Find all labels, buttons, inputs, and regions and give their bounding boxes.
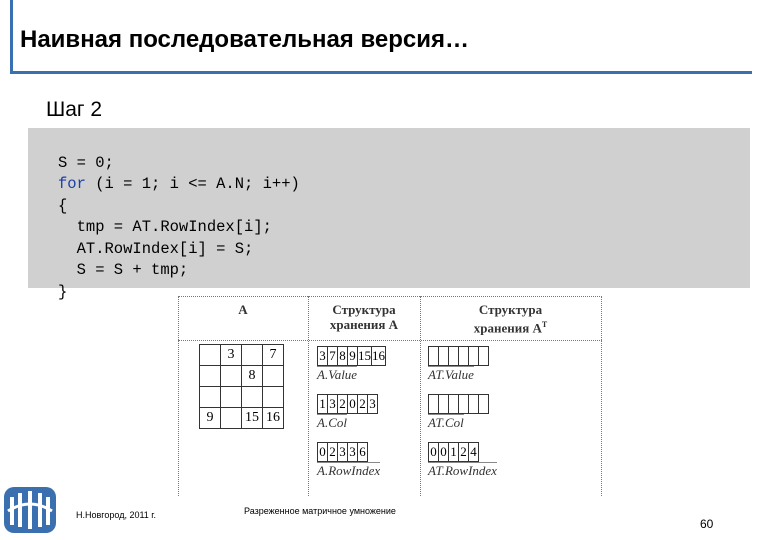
at-rowindex-label: AT.RowIndex: [428, 463, 497, 478]
code-line: S = 0;: [58, 153, 114, 172]
code-block: [28, 128, 750, 301]
a-col-label: A.Col: [317, 415, 347, 430]
figure-border: [178, 296, 602, 297]
header-matrix-a: A: [238, 302, 248, 317]
a-value-array: 3 7 8 9 15 16: [317, 346, 386, 366]
at-col-label: AT.Col: [428, 415, 464, 430]
at-rowindex-array: 0 0 1 2 4: [428, 442, 479, 462]
a-rowindex-label: A.RowIndex: [317, 463, 381, 478]
university-logo-icon: [2, 483, 58, 537]
figure-border: [178, 296, 179, 496]
at-col-array: [428, 394, 489, 414]
footer-location: Н.Новгород, 2011 г.: [76, 510, 156, 520]
code-line: AT.RowIndex[i] = S;: [58, 239, 254, 258]
a-value-label: A.Value: [317, 367, 358, 382]
page-number: 60: [700, 517, 714, 531]
code-line: for (i = 1; i <= A.N; i++): [58, 175, 300, 193]
a-rowindex-array: 0 2 3 3 6: [317, 442, 368, 462]
a-col-array: 1 3 2 0 2 3: [317, 394, 378, 414]
header-storage-at: Структура хранения $A^T$: [473, 302, 548, 336]
at-value-label: AT.Value: [428, 367, 474, 382]
step-label: Шаг 2: [46, 98, 103, 121]
slide-title: Наивная последовательная версия…: [20, 26, 470, 53]
code-line: tmp = AT.RowIndex[i];: [58, 218, 272, 236]
code-line: }: [58, 282, 68, 301]
storage-figure: [178, 296, 602, 496]
figure-border: [601, 296, 602, 496]
at-value-array: [428, 346, 489, 366]
header-storage-a: Структура хранения A: [329, 302, 399, 332]
code-line: S = S + tmp;: [58, 261, 189, 279]
matrix-a: 3 7 8 9 15 16: [199, 344, 284, 429]
figure-divider: [178, 340, 602, 341]
footer-topic: Разреженное матричное умножение: [244, 506, 396, 516]
code-line: {: [58, 196, 68, 215]
